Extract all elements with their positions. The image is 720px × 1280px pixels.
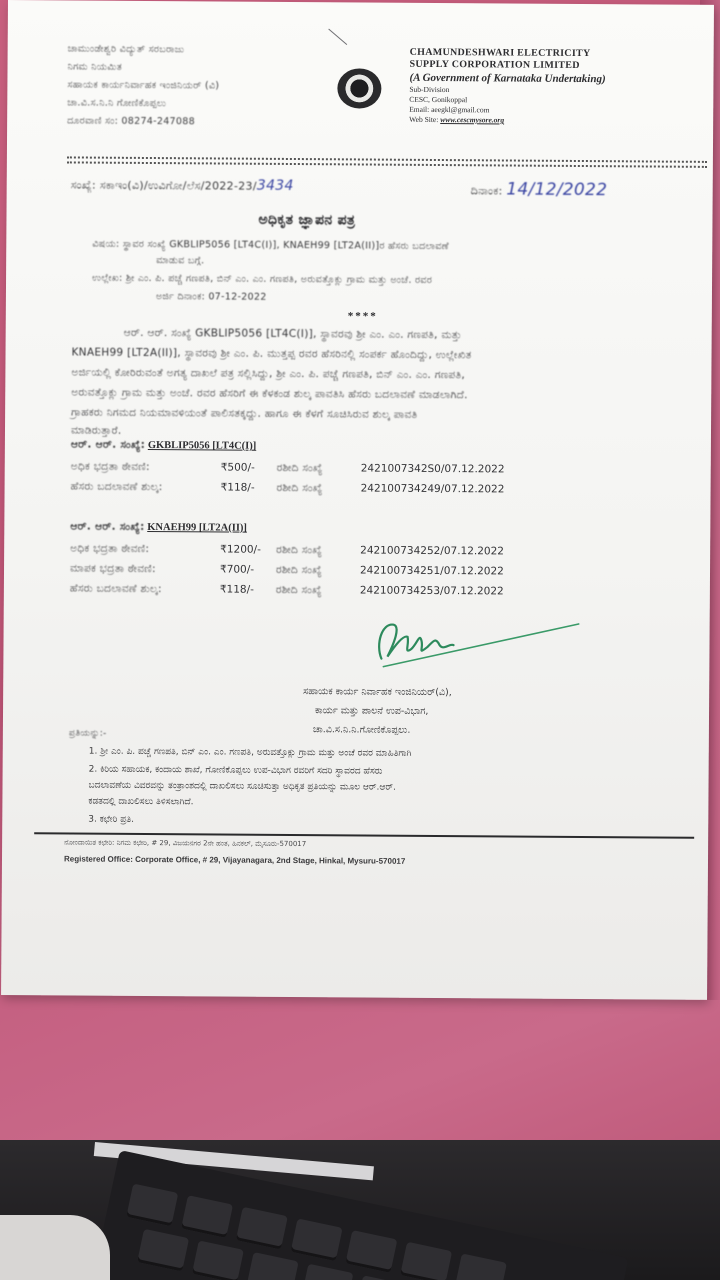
- fee-label: ಅಧಿಕ ಭದ್ರತಾ ಠೇವಣಿ:: [70, 542, 150, 555]
- ref-label: ಸಂಖ್ಯೆ: ಸಕಾಇಂ(ವಿ)/ಉವಿಗೋ/ಲೆಸ/2022-23/: [70, 178, 257, 193]
- header-divider: [67, 161, 707, 167]
- letterhead-line: ಚಾಮುಂಡೇಶ್ವರಿ ವಿದ್ಯುತ್ ಸರಬರಾಜು: [67, 43, 185, 56]
- keyboard-key: [455, 1253, 507, 1280]
- signatory-line: ಚಾ.ವಿ.ಸ.ನಿ.ನಿ.ಗೋಣಿಕೊಪ್ಪಲು.: [312, 724, 411, 736]
- keyboard-key: [356, 1275, 408, 1280]
- fee-label: ಹೆಸರು ಬದಲಾವಣೆ ಶುಲ್ಕ:: [69, 582, 162, 596]
- letter-paper: [1, 0, 714, 1000]
- fee-label: ಅಧಿಕ ಭದ್ರತಾ ಠೇವಣಿ:: [70, 460, 150, 474]
- receipt-number: 242100734252/07.12.2022: [360, 544, 505, 558]
- account-id: KNAEH99 [LT2A(II)]: [147, 521, 247, 534]
- ref-handwritten: 3434: [256, 177, 294, 194]
- cc-line: ಕಡತದಲ್ಲಿ ದಾಖಲಿಸಲು ತಿಳಿಸಲಾಗಿದೆ.: [88, 796, 194, 808]
- email: Email: aeegkl@gmail.com: [409, 104, 490, 115]
- fee-row: [70, 562, 504, 578]
- footer-rule: [34, 832, 694, 839]
- account-id: GKBLIP5056 [LT4C(I)]: [147, 439, 257, 452]
- account-label: ಆರ್. ಆರ್. ಸಂಖ್ಯೆ:: [70, 438, 146, 451]
- letterhead-line: ಸಹಾಯಕ ಕಾರ್ಯನಿರ್ವಾಹಕ ಇಂಜಿನಿಯರ್ (ವಿ): [67, 79, 220, 92]
- footer-registered-office: Registered Office: Corporate Office, # 29, Vijayanagara, 2nd Stage, Hinkal, Mysuru-570017: [63, 854, 406, 866]
- letterhead-line: ದೂರವಾಣಿ ಸಂ: 08274-247088: [67, 115, 196, 128]
- body-line: ಮಾಡಿರುತ್ತಾರೆ.: [70, 424, 122, 437]
- fee-amount: ₹700/-: [219, 563, 255, 576]
- keyboard-key: [181, 1195, 233, 1238]
- receipt-number: 242100734249/07.12.2022: [360, 482, 505, 496]
- keyboard-key: [126, 1184, 178, 1227]
- keyboard-key: [192, 1240, 244, 1280]
- date-label: ದಿನಾಂಕ:: [470, 184, 503, 198]
- reference-line: [92, 273, 432, 286]
- website-url: www.cescmysore.org: [440, 115, 505, 125]
- body-line: ಅರುವತ್ತೊಕ್ಲು ಗ್ರಾಮ ಮತ್ತು ಅಂಚೆ. ರವರ ಹೆಸರಿಗೆ ಈ ಕೆಳಕಂಡ ಶುಲ್ಕ ಪಾವತಿಸಿ ಹೆಸರು ಬದಲಾವಣೆ ಮಾಡಲಾಗಿದೆ.: [71, 386, 468, 402]
- cc-label: ಪ್ರತಿಯನ್ನು:-: [68, 728, 107, 739]
- receipt-label: ರಶೀದಿ ಸಂಖ್ಯೆ: [275, 583, 322, 597]
- body-line: ಗ್ರಾಹಕರು ನಿಗಮದ ನಿಯಮಾವಳಿಯಂತೆ ಪಾಲಿಸತಕ್ಕದ್ದು. ಹಾಗೂ ಈ ಕೆಳಗೆ ಸೂಚಿಸಿರುವ ಶುಲ್ಕ ಪಾವತಿ: [71, 406, 418, 421]
- separator-stars: ****: [347, 310, 378, 323]
- keyboard-key: [137, 1229, 189, 1272]
- subject-text: ಮಾಡುವ ಬಗ್ಗೆ.: [156, 255, 205, 267]
- fee-row: [70, 582, 504, 598]
- cc-line: 1. ಶ್ರೀ ಎಂ. ಪಿ. ಪಚ್ಚೆ ಗಣಪತಿ, ಬಿನ್ ಎಂ. ಎಂ. ಗಣಪತಿ, ಅರುವತ್ತೊಕ್ಲು ಗ್ರಾಮ ಮತ್ತು ಅಂಚೆ ರವರ ಮಾಹಿತಿಗಾಗಿ: [88, 746, 412, 759]
- fee-amount: ₹118/-: [220, 481, 255, 494]
- receipt-label: ರಶೀದಿ ಸಂಖ್ಯೆ: [276, 543, 323, 557]
- org-name: CHAMUNDESHWARI ELECTRICITY: [409, 46, 591, 60]
- cesc-office: CESC, Gonikoppal: [409, 94, 468, 105]
- account-label: ಆರ್. ಆರ್. ಸಂಖ್ಯೆ:: [70, 520, 145, 533]
- ref-date: [471, 179, 608, 200]
- receipt-label: ರಶೀದಿ ಸಂಖ್ಯೆ: [276, 481, 323, 495]
- account-heading: [71, 438, 256, 452]
- reference-label: ಉಲ್ಲೇಖ:: [92, 272, 123, 284]
- body-line: ಅರ್ಜಿಯಲ್ಲಿ ಕೋರಿರುವಂತೆ ಅಗತ್ಯ ದಾಖಲೆ ಪತ್ರ ಸಲ್ಲಿಸಿದ್ದು, ಶ್ರೀ ಎಂ. ಪಿ. ಪಚ್ಚೆ ಗಣಪತಿ, ಬಿನ್ ಎಂ. ಎಂ. ಗಣಪತಿ,: [71, 366, 466, 382]
- receipt-number: 2421007342S0/07.12.2022: [360, 462, 505, 476]
- keyboard-key: [247, 1252, 299, 1280]
- ref-number: [71, 176, 294, 194]
- reference-text: ಶ್ರೀ ಎಂ. ಪಿ. ಪಚ್ಚೆ ಗಣಪತಿ, ಬಿನ್ ಎಂ. ಎಂ. ಗಣಪತಿ, ಅರುವತ್ತೊಕ್ಲು ಗ್ರಾಮ ಮತ್ತು ಅಂಚೆ. ರವರ: [125, 272, 433, 286]
- org-name: SUPPLY CORPORATION LIMITED: [409, 58, 580, 71]
- cc-line: ಬದಲಾವಣೆಯ ವಿವರವನ್ನು ತಂತ್ರಾಂಶದಲ್ಲಿ ದಾಖಲಿಸಲು ಸೂಚಿಸುತ್ತಾ ಅಧಿಕೃತ ಪ್ರತಿಯನ್ನು ಮೂಲ ಆರ್.ಆರ್.: [88, 780, 396, 793]
- cc-line: 2. ಕಿರಿಯ ಸಹಾಯಕ, ಕಂದಾಯ ಶಾಖೆ, ಗೋಣಿಕೊಪ್ಪಲು ಉಪ-ವಿಭಾಗ ರವರಿಗೆ ಸದರಿ ಸ್ಥಾವರದ ಹೆಸರು: [88, 764, 383, 777]
- website-label: Web Site:: [409, 114, 439, 125]
- keyboard-key: [291, 1218, 343, 1261]
- reference-text: ಅರ್ಜಿ ದಿನಾಂಕ: 07-12-2022: [155, 291, 267, 303]
- subject-text: ಸ್ಥಾವರ ಸಂಖ್ಯೆ GKBLIP5056 [LT4C(I)], KNAEH99 [LT2A(II)]ರ ಹೆಸರು ಬದಲಾವಣೆ: [122, 238, 449, 253]
- org-govt: (A Government of Karnataka Undertaking): [409, 71, 606, 86]
- cc-line: 3. ಕಛೇರಿ ಪ್ರತಿ.: [88, 814, 135, 825]
- body-line: KNAEH99 [LT2A(II)], ಸ್ಥಾವರವು ಶ್ರೀ ಎಂ. ಪಿ. ಮುತ್ತಪ್ಪ ರವರ ಹೆಸರಿನಲ್ಲಿ ಸಂಪರ್ಕ ಹೊಂದಿದ್ದು, ಉಲ್ಲೇಖಿತ: [71, 346, 472, 362]
- receipt-number: 242100734253/07.12.2022: [359, 584, 504, 598]
- signatory-line: ಸಹಾಯಕ ಕಾರ್ಯ ನಿರ್ವಾಹಕ ಇಂಜಿನಿಯರ್(ವಿ),: [303, 686, 452, 699]
- footer-kannada: ನೋಂದಾಯಿತ ಕಛೇರಿ: ನಿಗಮ ಕಛೇರಿ, # 29, ವಿಜಯನಗರ 2ನೇ ಹಂತ, ಹಿನಕಲ್, ಮೈಸೂರು-570017: [64, 838, 307, 849]
- fee-amount: ₹118/-: [219, 583, 254, 596]
- keyboard-key: [236, 1207, 288, 1250]
- date-handwritten: 14/12/2022: [506, 179, 608, 201]
- fee-row: [71, 480, 505, 496]
- sub-division: Sub-Division: [409, 84, 450, 95]
- green-signature: [373, 615, 583, 676]
- cloth: [0, 1215, 110, 1280]
- fee-row: [70, 542, 504, 558]
- receipt-number: 242100734251/07.12.2022: [359, 564, 504, 578]
- subject-label: ವಿಷಯ:: [92, 238, 120, 250]
- subject-line: [92, 239, 449, 252]
- cesc-logo: [337, 68, 381, 108]
- receipt-label: ರಶೀದಿ ಸಂಖ್ಯೆ: [276, 461, 323, 475]
- website: [409, 115, 605, 126]
- fee-label: ಹೆಸರು ಬದಲಾವಣೆ ಶುಲ್ಕ:: [70, 480, 163, 494]
- letterhead-line: ನಿಗಮ ನಿಯಮಿತ: [67, 61, 123, 73]
- english-letterhead: [409, 47, 606, 126]
- keyboard-key: [400, 1242, 452, 1280]
- keyboard-key: [345, 1230, 397, 1273]
- fee-row: [71, 460, 505, 476]
- fee-amount: ₹1200/-: [220, 543, 261, 556]
- signatory-line: ಕಾರ್ಯ ಮತ್ತು ಪಾಲನೆ ಉಪ-ವಿಭಾಗ,: [315, 705, 429, 717]
- receipt-label: ರಶೀದಿ ಸಂಖ್ಯೆ: [275, 563, 323, 577]
- signatory-block: [303, 682, 452, 740]
- fee-label: ಮಾಪಕ ಭದ್ರತಾ ಠೇವಣಿ:: [69, 562, 156, 576]
- letterhead-line: ಚಾ.ವಿ.ಸ.ನಿ.ನಿ ಗೋಣಿಕೊಪ್ಪಲು: [67, 97, 167, 110]
- memo-title: ಅಧಿಕೃತ ಜ್ಞಾಪನ ಪತ್ರ: [258, 211, 356, 229]
- keyboard-key: [301, 1264, 353, 1280]
- fee-amount: ₹500/-: [220, 461, 255, 474]
- body-line: ಆರ್. ಆರ್. ಸಂಖ್ಯೆ GKBLIP5056 [LT4C(I)], ಸ್ಥಾವರವು ಶ್ರೀ ಎಂ. ಎಂ. ಗಣಪತಿ, ಮತ್ತು: [123, 326, 462, 342]
- pen-mark: [328, 29, 347, 45]
- account-heading: [70, 520, 247, 534]
- kannada-letterhead: [67, 40, 220, 131]
